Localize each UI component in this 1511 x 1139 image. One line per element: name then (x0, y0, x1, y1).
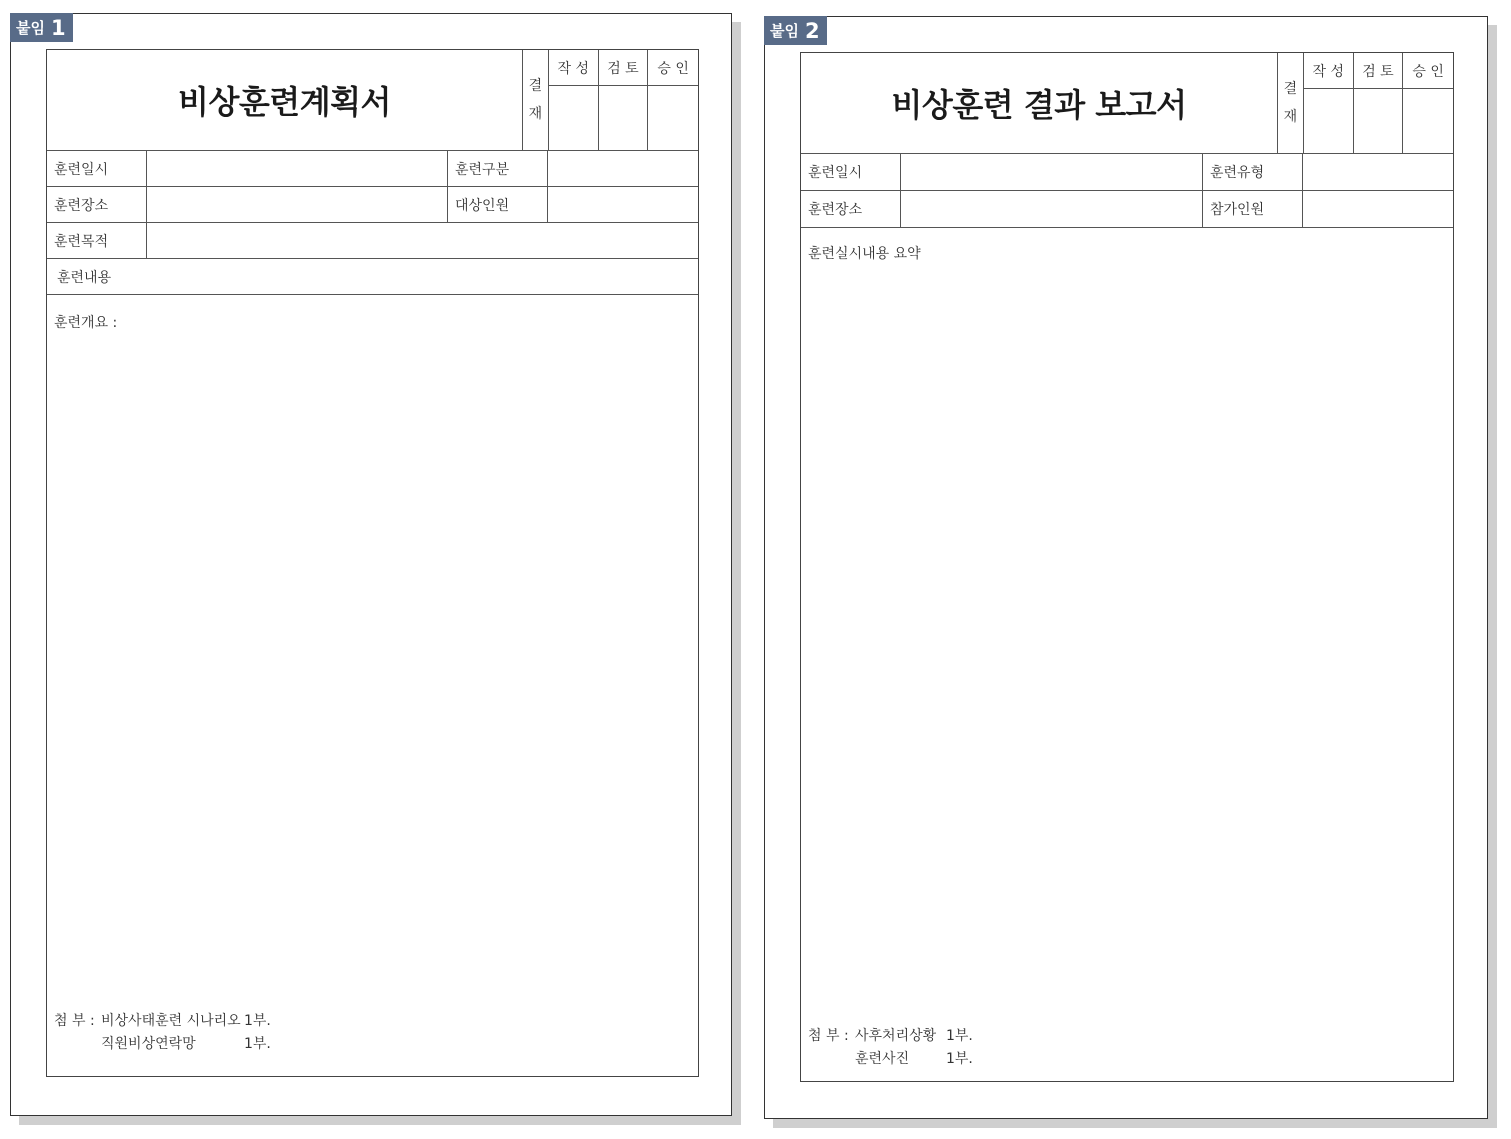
row-date-type (47, 150, 698, 186)
place-label: 훈련장소 (801, 191, 901, 227)
attachment-line (54, 1033, 271, 1056)
attachments (808, 1025, 973, 1071)
row-place-target (47, 186, 698, 222)
summary-area[interactable] (801, 227, 1453, 1081)
attachment-prefix: 첨 부 : (808, 1028, 849, 1044)
participants-label: 참가인원 (1203, 191, 1303, 227)
approval-approve-col (1403, 53, 1453, 153)
training-report-form (800, 52, 1454, 1082)
training-plan-form (46, 49, 699, 1077)
attachment-tag-label: 붙임 (770, 22, 799, 40)
type-value[interactable] (1303, 154, 1453, 190)
approval-label-bottom: 재 (528, 106, 543, 122)
approval-author-head: 작 성 (549, 50, 598, 86)
training-report-page (764, 16, 1488, 1119)
attachment-name: 직원비상연락망 (101, 1036, 196, 1052)
approval-author-col (549, 50, 599, 150)
approval-author-col (1304, 53, 1354, 153)
content-label: 훈련내용 (57, 269, 112, 286)
place-value[interactable] (147, 187, 448, 222)
date-label: 훈련일시 (47, 151, 147, 186)
purpose-label: 훈련목적 (47, 223, 147, 258)
type-value[interactable] (548, 151, 698, 186)
approval-box (1277, 53, 1453, 153)
place-value[interactable] (901, 191, 1203, 227)
participants-value[interactable] (1303, 191, 1453, 227)
attachment-qty: 1부. (946, 1028, 973, 1044)
date-value[interactable] (901, 154, 1203, 190)
form-title: 비상훈련계획서 (178, 83, 391, 121)
approval-label-top: 결 (1283, 81, 1298, 97)
row-purpose (47, 222, 698, 258)
approval-review-col (599, 50, 649, 150)
attachment-qty: 1부. (946, 1051, 973, 1067)
approval-review-col (1354, 53, 1404, 153)
date-value[interactable] (147, 151, 448, 186)
attachment-tag (10, 13, 73, 42)
row-place-participants (801, 190, 1453, 227)
approval-review-head: 검 토 (1354, 53, 1403, 89)
attachment-line (54, 1010, 271, 1033)
approval-author-head: 작 성 (1304, 53, 1353, 89)
approval-label-bottom: 재 (1283, 109, 1298, 125)
approval-approve-col (648, 50, 698, 150)
summary-label: 훈련실시내용 요약 (808, 246, 921, 262)
attachment-tag-number: 1 (50, 15, 66, 40)
approval-approve-head: 승 인 (1403, 53, 1453, 89)
form-title: 비상훈련 결과 보고서 (891, 86, 1187, 124)
attachment-name: 훈련사진 (855, 1051, 910, 1067)
approval-box (522, 50, 698, 150)
attachment-line (808, 1048, 973, 1071)
attachment-line (808, 1025, 973, 1048)
row-content (47, 258, 698, 294)
place-label: 훈련장소 (47, 187, 147, 222)
attachment-name: 비상사태훈련 시나리오 (101, 1013, 241, 1029)
attachment-name: 사후처리상황 (855, 1028, 937, 1044)
attachment-tag-number: 2 (804, 18, 820, 43)
content-area[interactable] (47, 294, 698, 1076)
attachment-prefix: 첨 부 : (54, 1013, 95, 1029)
approval-label (1278, 53, 1304, 153)
target-value[interactable] (548, 187, 698, 222)
type-label: 훈련유형 (1203, 154, 1303, 190)
target-label: 대상인원 (448, 187, 548, 222)
approval-label (523, 50, 549, 150)
purpose-value[interactable] (147, 223, 698, 258)
attachment-tag (764, 16, 827, 45)
overview-label: 훈련개요 : (54, 315, 118, 331)
approval-review-head: 검 토 (599, 50, 648, 86)
date-label: 훈련일시 (801, 154, 901, 190)
attachments (54, 1010, 271, 1056)
row-date-type (801, 153, 1453, 190)
training-plan-page (10, 13, 732, 1116)
approval-approve-head: 승 인 (648, 50, 698, 86)
type-label: 훈련구분 (448, 151, 548, 186)
attachment-qty: 1부. (244, 1036, 271, 1052)
approval-label-top: 결 (528, 78, 543, 94)
attachment-tag-label: 붙임 (16, 19, 45, 37)
attachment-qty: 1부. (244, 1013, 271, 1029)
